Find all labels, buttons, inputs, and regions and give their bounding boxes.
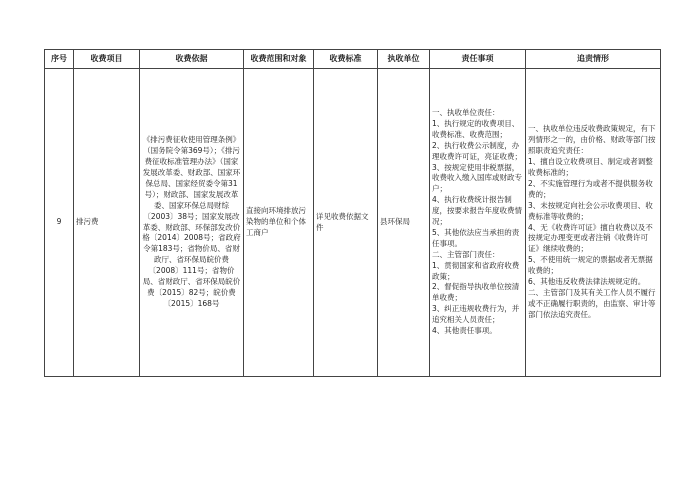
duty-line: 3、纠正违规收费行为，并追究相关人员责任； xyxy=(432,304,520,325)
header-item: 收费项目 xyxy=(74,50,140,69)
accountability-line: 1、擅自设立收费项目、制定或者调整收费标准的； xyxy=(528,157,653,177)
duty-line: 3、按规定使用非税票据，收费收入缴入国库或财政专户； xyxy=(432,162,522,194)
header-basis: 收费依据 xyxy=(140,50,244,69)
header-scope: 收费范围和对象 xyxy=(244,50,314,69)
accountability-line: 4、无《收费许可证》擅自收费以及不按规定办理变更或者注销《收费许可证》继续收费的； xyxy=(528,222,653,254)
cell-basis: 《排污费征收使用管理条例》（国务院令第369号）；《排污费征收标准管理办法》（国家发展改革委、财政部、国家环保总局、国家经贸委令第31号）；财政部、国家发展改革委、国家环保总局财综〔2003〕38号；国家发展改革委、财政部、环保部发改价格〔2014〕2008号；省政府令第183号；省物价局、省财政厅、省环保局皖价费〔2008〕111号；省物价局、省财政厅、省环保局皖价费〔2015〕82号；皖价费〔2015〕168号 xyxy=(140,69,244,377)
cell-item: 排污费 xyxy=(74,69,140,377)
duty-line: 1、贯彻国家和省政府收费政策； xyxy=(432,260,520,281)
duty-line: 2、执行收费公示制度，办理收费许可证，亮证收费； xyxy=(432,140,522,161)
header-unit: 执收单位 xyxy=(378,50,430,69)
cell-standard: 详见收费依据文件 xyxy=(314,69,378,377)
header-accountability: 追责情形 xyxy=(526,50,661,69)
duty-line: 5、其他依法应当承担的责任事项。 xyxy=(432,227,520,248)
header-index: 序号 xyxy=(45,50,74,69)
duty-line: 4、其他责任事项。 xyxy=(432,326,497,336)
header-duties: 责任事项 xyxy=(430,50,526,69)
accountability-line: 2、不实施管理行为或者不提供服务收费的； xyxy=(528,178,653,199)
header-standard: 收费标准 xyxy=(314,50,378,69)
accountability-line: 一、执收单位违反收费政策规定，有下列情形之一的，由价格、财政等部门按照职责追究责任： xyxy=(528,124,656,156)
fee-table xyxy=(44,49,661,377)
accountability-line: 二、主管部门及其有关工作人员不履行或不正确履行职责的，由监察、审计等部门依法追究责任。 xyxy=(528,287,656,319)
duty-line: 4、执行收费统计报告制度，按要求报告年度收费情况； xyxy=(432,195,522,227)
cell-duties xyxy=(430,69,526,377)
cell-accountability xyxy=(526,69,661,377)
duty-line: 2、督促指导执收单位按清单收费； xyxy=(432,282,520,303)
accountability-line: 6、其他违反收费法律法规规定的。 xyxy=(528,277,646,287)
accountability-line: 5、不使用统一规定的票据或者无票据收费的； xyxy=(528,255,653,276)
header-row xyxy=(45,50,661,69)
duty-line: 一、执收单位责任： xyxy=(432,107,500,117)
duty-line: 1、执行规定的收费项目、收费标准、收费范围； xyxy=(432,118,520,139)
accountability-line: 3、未按规定向社会公示收费项目、收费标准等收费的； xyxy=(528,200,653,221)
cell-index: 9 xyxy=(45,69,74,377)
cell-unit: 县环保局 xyxy=(378,69,430,377)
table-row xyxy=(45,69,661,377)
duty-line: 二、主管部门责任： xyxy=(432,249,500,259)
cell-scope: 直接向环境排放污染物的单位和个体工商户 xyxy=(244,69,314,377)
